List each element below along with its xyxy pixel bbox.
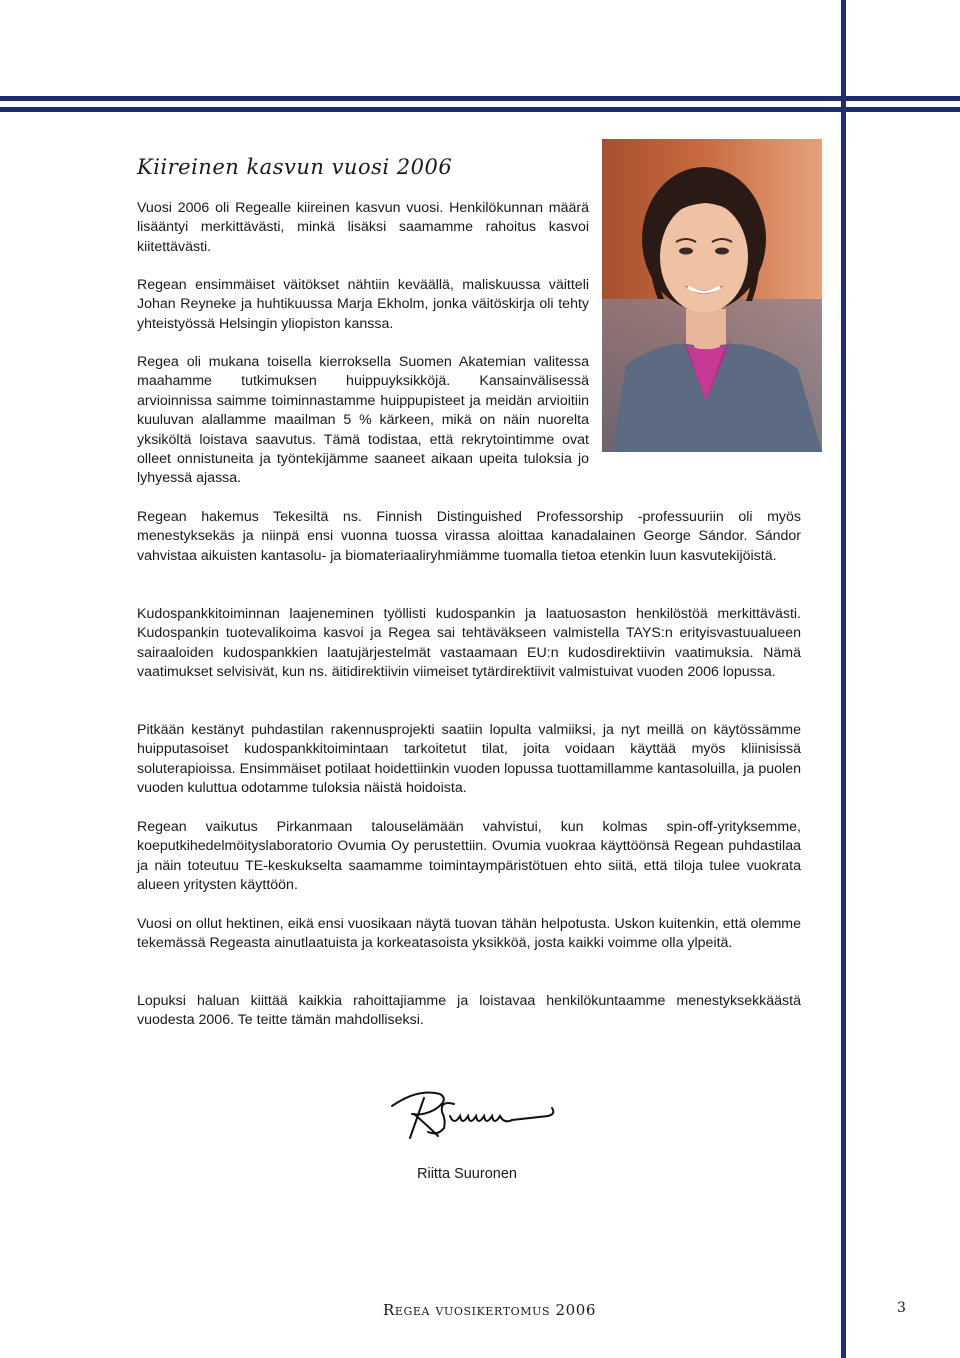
paragraph-8: Vuosi on ollut hektinen, eikä ensi vuosikaan näytä tuovan tähän helpotusta. Uskon kuitenkin, että olemme tekemässä Regeasta ainutlaatuista ja korkeatasoista yksikköä, josta kaikki voimme olla ylpeitä. (137, 916, 801, 952)
right-rule (841, 0, 846, 1358)
paragraph-5: Kudospankkitoiminnan laajeneminen työllisti kudospankin ja laatuosaston henkilöstöä merkittävästi. Kudospankin tuotevalikoima kasvoi ja Regea sai tehtäväkseen valmistella TAYS:n erityisvastuualueen sairaaloiden kudospankkien laatujärjestelmät vastaamaan EU:n kudosdirektiivin vaatimuksia. Nämä vaatimukset selvisivät, kun ns. äitidirektiivin viimeiset tytärdirektiivit valmistuivat vuoden 2006 lopussa. (137, 606, 801, 681)
top-rule-lower (0, 107, 960, 112)
paragraph-2: Regean ensimmäiset väitökset nähtiin keväällä, maliskuussa väitteli Johan Reyneke ja huhtikuussa Marja Ekholm, jonka väitöskirja oli tehty yhteistyössä Helsingin yliopiston kanssa. (137, 277, 589, 332)
paragraph-6: Pitkään kestänyt puhdastilan rakennusprojekti saatiin lopulta valmiiksi, ja nyt meillä on käytössämme huipputasoiset kudospankkitoimintaan tarkoitetut tilat, joita voidaan käyttää myös kliinisissä soluterapioissa. Ensimmäiset potilaat hoidettiinkin vuoden lopussa tuottamillamme kantasoluilla, ja puolen vuoden kuluttua odotamme tuloksia näistä hoidoista. (137, 722, 801, 797)
top-rule-upper (0, 96, 960, 101)
signature (388, 1086, 558, 1146)
paragraph-3: Regea oli mukana toisella kierroksella Suomen Akatemian valitessa maahamme tutkimuksen huippuyksikköjä. Kansainvälisessä arvioinnissa saimme toiminnastamme huippupisteet ja meidän arvioitiin kuuluvan alallamme maailman 5 % kärkeen, mikä on näin nuorelta yksiköltä loistava saavutus. Tämä todistaa, että rekrytointimme ovat olleet onnistuneita ja työntekijämme saaneet aikaan upeita tuloksia jo lyhyessä ajassa. (137, 354, 589, 487)
footer-label: Regea vuosikertomus 2006 (383, 1301, 597, 1319)
portrait-photo (602, 139, 822, 452)
paragraph-4: Regean hakemus Tekesiltä ns. Finnish Distinguished Professorship -professuuriin oli myös menestyksekäs ja niinpä ensi vuonna tuossa virassa aloittaa kanadalainen George Sándor. Sándor vahvistaa aikuisten kantasolu- ja biomateriaaliryhmiämme tuomalla tietoa etenkin luun kasvutekijöistä. (137, 509, 801, 564)
page-number: 3 (897, 1300, 906, 1316)
paragraph-7: Regean vaikutus Pirkanmaan talouselämään vahvistui, kun kolmas spin-off-yrityksemme, koeputkihedelmöityslaboratorio Ovumia Oy perustettiin. Ovumia vuokraa käyttöönsä Regean puhdastilaa ja näin toteutuu TE-keskukselta saamamme toimintaympäristötuen ehto siitä, että tiloja tulee vuokrata alueen yritysten käyttöön. (137, 819, 801, 894)
signer-name: Riitta Suuronen (417, 1166, 517, 1182)
page-title: Kiireinen kasvun vuosi 2006 (137, 155, 453, 179)
paragraph-9: Lopuksi haluan kiittää kaikkia rahoittajiamme ja loistavaa henkilökuntaamme menestyksekkäästä vuodesta 2006. Te teitte tämän mahdolliseksi. (137, 993, 801, 1029)
paragraph-1: Vuosi 2006 oli Regealle kiireinen kasvun vuosi. Henkilökunnan määrä lisääntyi merkittävästi, minkä lisäksi saamamme rahoitus kasvoi kiitettävästi. (137, 200, 589, 255)
